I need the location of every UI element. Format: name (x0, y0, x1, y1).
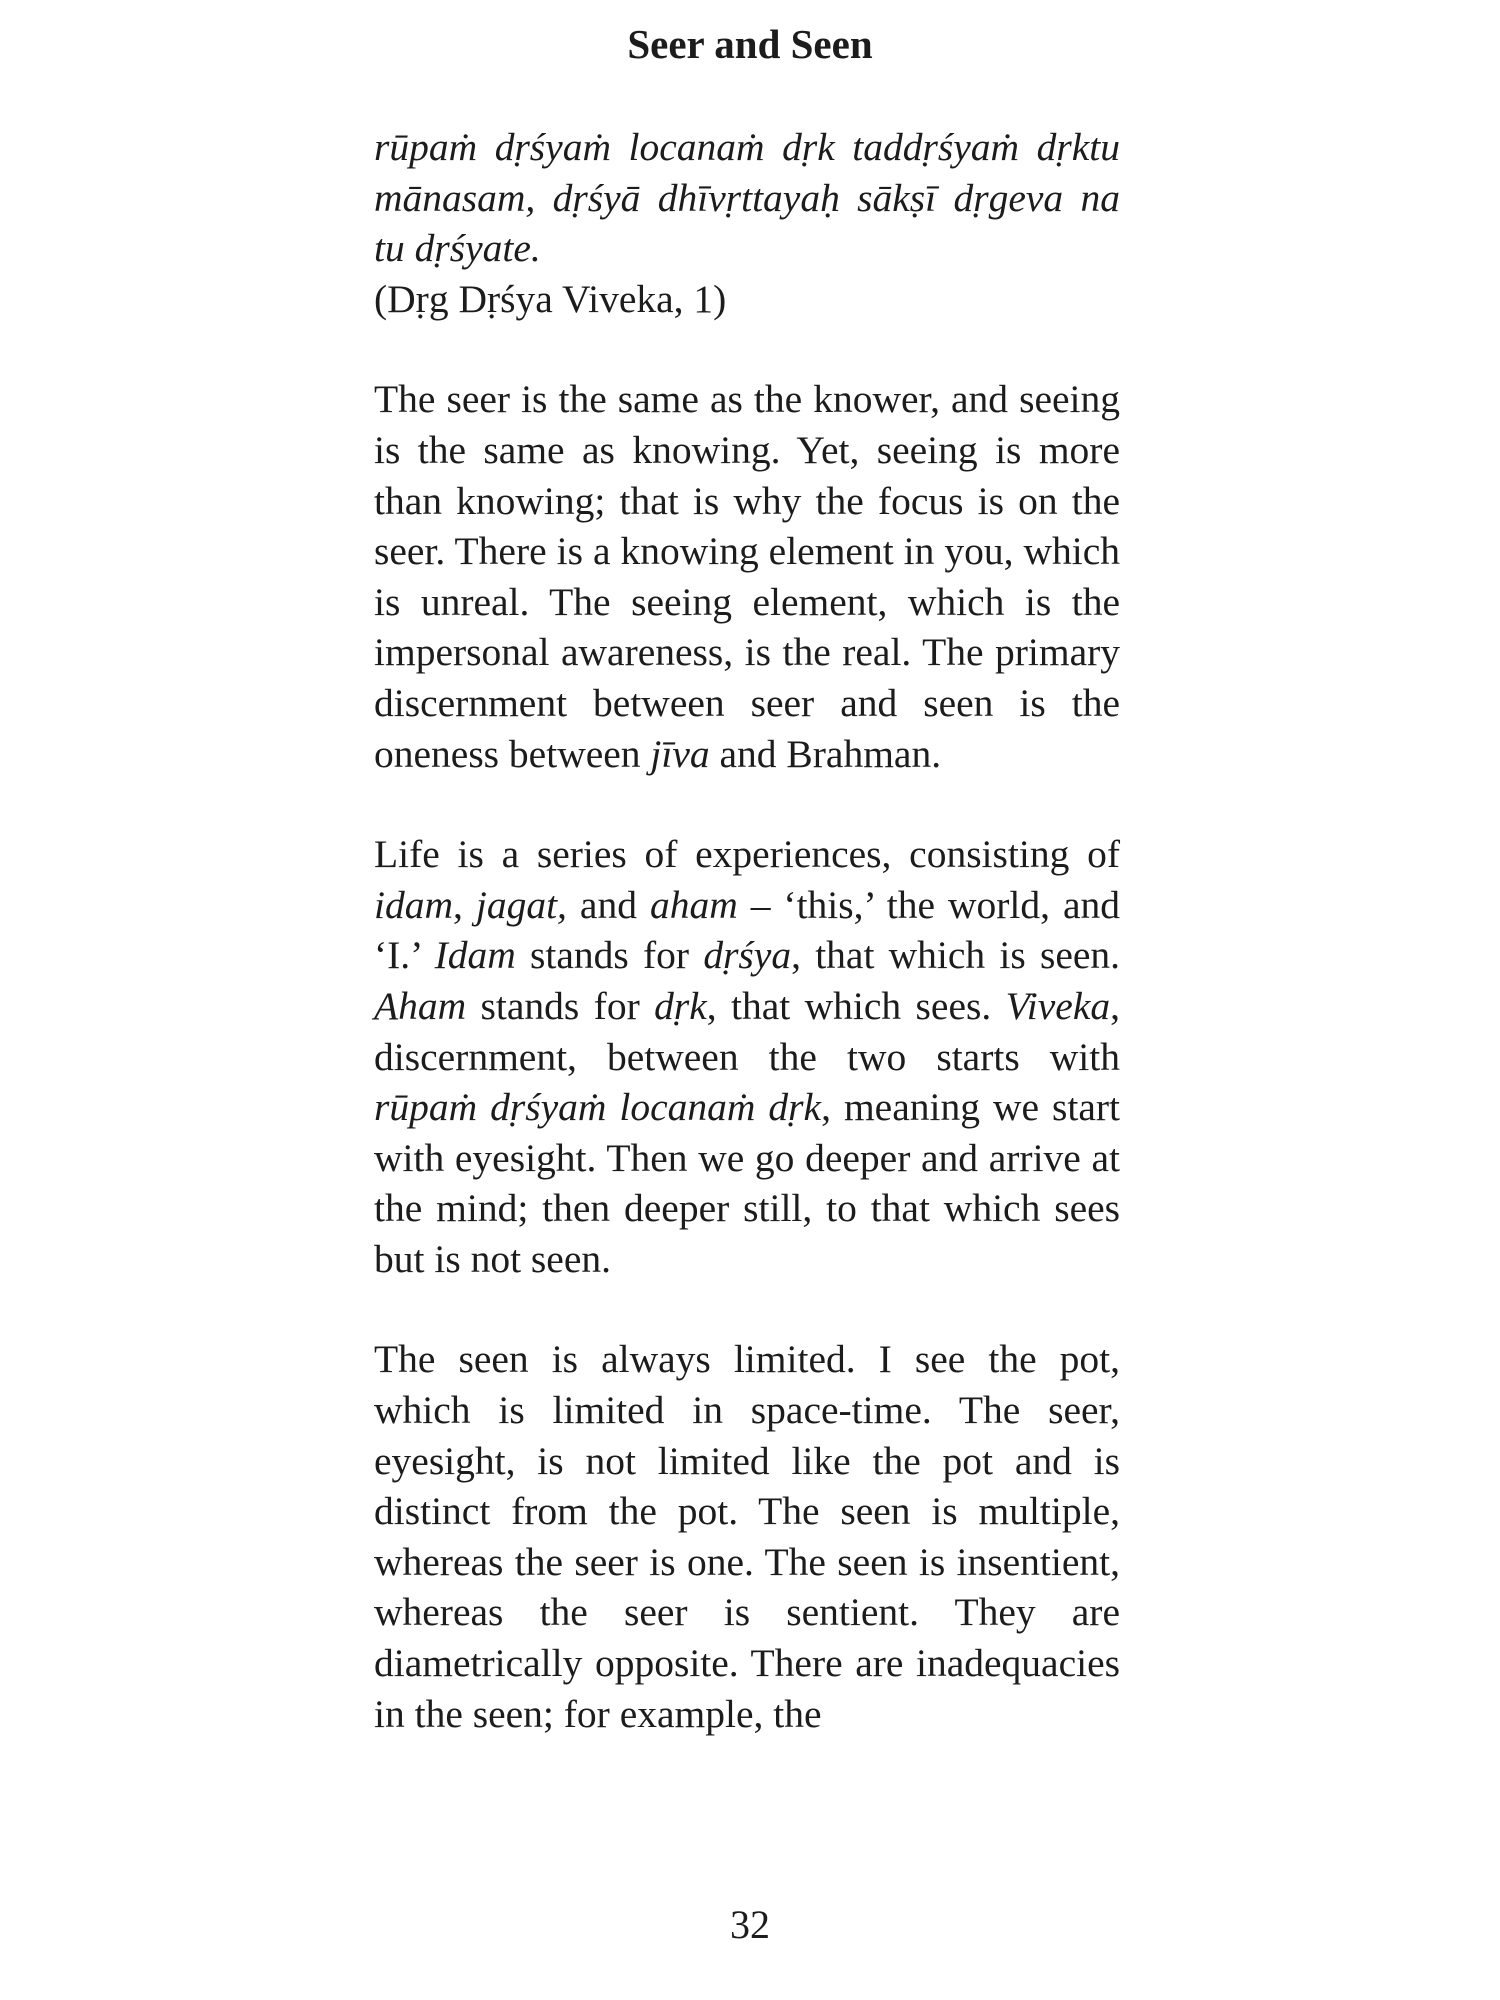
p2-text-4: – ‘this,’ the world, and ‘I.’ (374, 882, 1120, 978)
p2-term-3: aham (649, 882, 738, 927)
p2-text-2: , (453, 882, 476, 927)
p2-term-5: dṛśya (703, 933, 792, 978)
page-number: 32 (730, 1902, 770, 1947)
p2-text-6: , that which is seen. (791, 933, 1121, 978)
p2-text-5: stands for (515, 933, 704, 978)
p2-text-1: Life is a series of experiences, consisting of (374, 832, 1120, 877)
p2-text-10: , meaning we start with eyesight. Then we go deeper and arrive at the mind; then deeper still, to that which sees but is not seen. (374, 1085, 1120, 1281)
p2-text-3: and (566, 882, 650, 927)
p2-term-8: Viveka (1005, 983, 1111, 1028)
page-body (374, 122, 1120, 1739)
p2-term-6: Aham (374, 983, 467, 1028)
p2-text-7: stands for (466, 983, 655, 1028)
p2-text-9: , discernment, between the two starts with (374, 983, 1121, 1079)
p2-term-7: dṛk (654, 983, 707, 1028)
p2-term-2: jagat, (475, 882, 567, 927)
paragraph-2 (374, 829, 1120, 1284)
verse-source: (Dṛg Dṛśya Viveka, 1) (374, 276, 727, 321)
paragraph-1 (374, 374, 1120, 779)
p2-term-9: rūpaṁ dṛśyaṁ locanaṁ dṛk (374, 1085, 822, 1130)
p1-text-1: The seer is the same as the knower, and seeing is the same as knowing. Yet, seeing is more than knowing; that is why the focus is on the seer. There is a knowing element in you, which is unreal. The seeing element, which is the impersonal awareness, is the real. The primary discernment between seer and seen is the oneness between (374, 377, 1120, 776)
running-head: Seer and Seen (627, 21, 873, 67)
p2-text-8: , that which sees. (706, 983, 1006, 1028)
p1-text-2: and Brahman. (709, 731, 942, 776)
sanskrit-verse: rūpaṁ dṛśyaṁ locanaṁ dṛk taddṛśyaṁ dṛktu mānasam, dṛśyā dhīvṛttayaḥ sākṣī dṛgeva na tu dṛśyate. (374, 125, 1120, 271)
p2-term-4: Idam (434, 933, 516, 978)
paragraph-3: The seen is always limited. I see the pot, which is limited in space-time. The seer, eyesight, is not limited like the pot and is distinct from the pot. The seen is multiple, whereas the seer is one. The seen is insentient, whereas the seer is sentient. They are diametrically opposite. There are inadequacies in the seen; for example, the (374, 1337, 1120, 1736)
p1-term-1: jīva (650, 731, 710, 776)
p2-term-1: idam (374, 882, 453, 927)
